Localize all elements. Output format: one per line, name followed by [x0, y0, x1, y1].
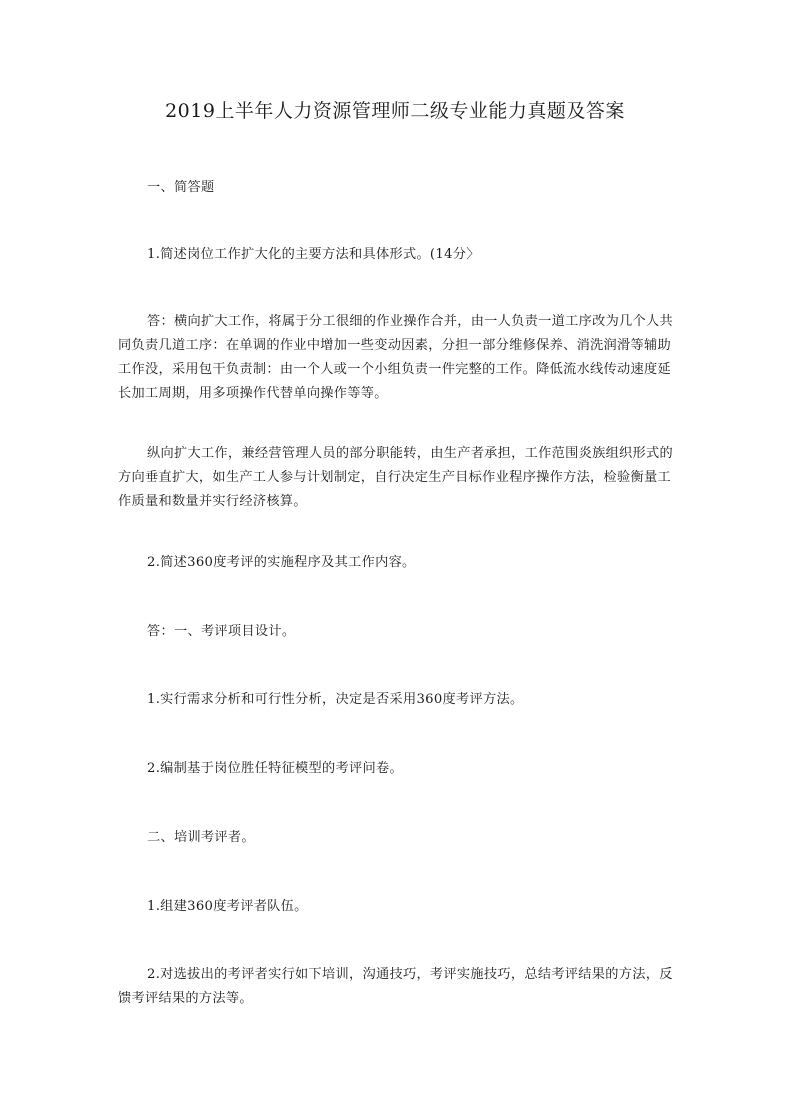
document-title: 2019上半年人力资源管理师二级专业能力真题及答案 — [165, 100, 625, 122]
answer-2-training-item-1: 1.组建360度考评者队伍。 — [147, 899, 308, 914]
question-2: 2.简述360度考评的实施程序及其工作内容。 — [147, 555, 416, 570]
answer-2-subheading: 二、培训考评者。 — [147, 830, 255, 845]
question-1: 1.简述岗位工作扩大化的主要方法和具体形式。(14分〉 — [147, 247, 480, 262]
answer-2-item-2: 2.编制基于岗位胜任特征模型的考评问卷。 — [147, 761, 403, 776]
answer-1-vertical: 纵向扩大工作，兼经营管理人员的部分职能转，由生产者承担，工作范围炎族组织形式的方向垂直扩大，如生产工人参与计划制定，自行决定生产目标作业程序操作方法，检验衡量工作质量和数量并实行经济核算。 — [118, 446, 674, 509]
answer-2-item-1: 1.实行需求分析和可行性分析，决定是否采用360度考评方法。 — [147, 692, 524, 707]
answer-2-training-item-2: 2.对选拔出的考评者实行如下培训，沟通技巧，考评实施技巧，总结考评结果的方法，反馈考评结果的方法等。 — [118, 967, 673, 1006]
answer-2-heading: 答：一、考评项目设计。 — [147, 624, 296, 639]
section-heading-short-answer: 一、简答题 — [147, 180, 215, 195]
answer-1-horizontal: 答：横向扩大工作，将属于分工很细的作业操作合并，由一人负责一道工序改为几个人共同负责几道工序：在单调的作业中增加一些变动因素，分担一部分维修保养、消洗润滑等辅助工作没，采用包干负责制：由一个人或一个小组负责一件完整的工作。降低流水线传动速度延长加工周期，用多项操作代替单向操作等等。 — [118, 314, 674, 401]
